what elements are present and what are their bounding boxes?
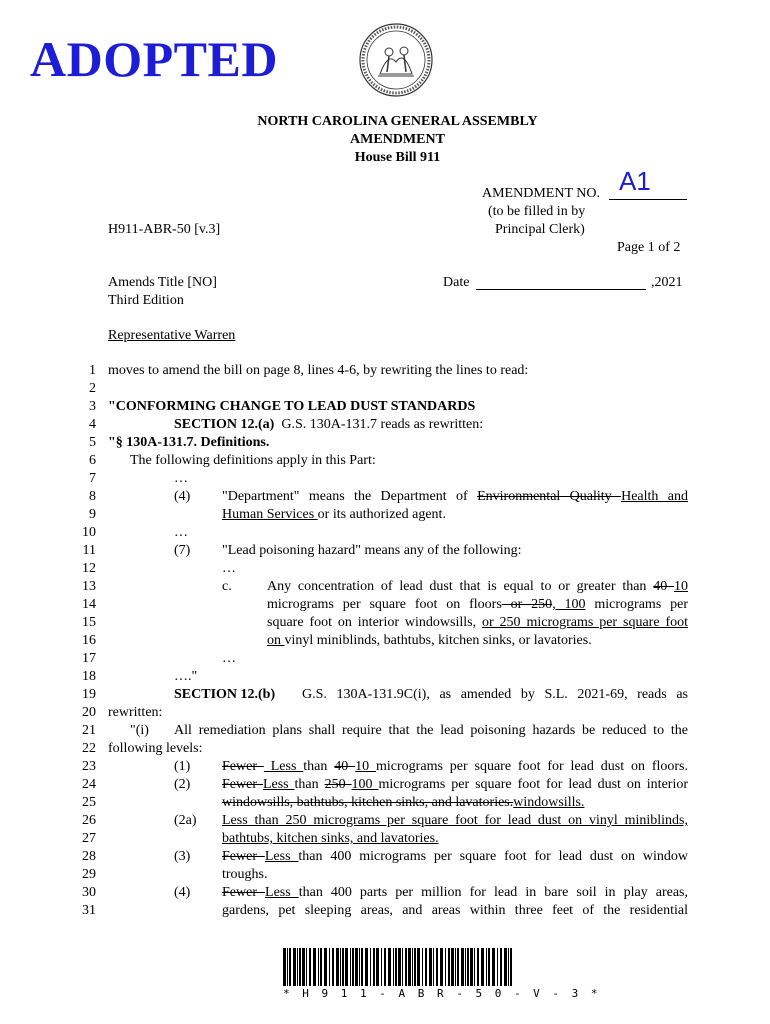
date-underline	[476, 289, 646, 290]
ellipsis-17: …	[222, 651, 236, 666]
edition: Third Edition	[108, 293, 184, 308]
line-number: 7	[89, 471, 96, 486]
amends-title: Amends Title [NO]	[108, 275, 217, 290]
body-line-14: micrograms per square foot on floors or 250, 100 micrograms per	[267, 597, 689, 612]
level-number-2: (2)	[174, 777, 191, 792]
body-line-11: "Lead poisoning hazard" means any of the following:	[222, 543, 522, 558]
sponsor: Representative Warren	[108, 328, 236, 343]
body-line-20: rewritten:	[108, 705, 163, 720]
section-12b-label: SECTION 12.(b)	[174, 687, 276, 702]
document-type: AMENDMENT	[350, 132, 445, 147]
line-number: 31	[82, 903, 96, 918]
level-number-3: (3)	[174, 849, 191, 864]
ellipsis-12: …	[222, 561, 236, 576]
line-number: 8	[89, 489, 96, 504]
item-number-4: (4)	[174, 489, 191, 504]
bill-code: H911-ABR-50 [v.3]	[108, 222, 221, 237]
line-number: 25	[82, 795, 96, 810]
line-number: 18	[82, 669, 96, 684]
line-number: 13	[82, 579, 96, 594]
line-number: 17	[82, 651, 96, 666]
body-line-30: Fewer Less than 400 parts per million for lead in bare soil in play areas,	[222, 885, 688, 900]
line-number: 1	[89, 363, 96, 378]
line-number: 27	[82, 831, 96, 846]
body-line-29: troughs.	[222, 867, 268, 882]
amendment-no-label: AMENDMENT NO.	[482, 186, 600, 201]
state-seal-icon	[358, 22, 434, 103]
section-heading: "CONFORMING CHANGE TO LEAD DUST STANDARDS	[108, 399, 476, 414]
body-line-8: "Department" means the Department of Environmental Quality Health and	[222, 489, 688, 504]
level-number-2a: (2a)	[174, 813, 197, 828]
amendment-no-value: A1	[619, 166, 651, 196]
barcode-text: * H 9 1 1 - A B R - 5 0 - V - 3 *	[283, 987, 601, 1000]
line-number: 4	[89, 417, 96, 432]
page-number: Page 1 of 2	[617, 240, 681, 255]
line-number: 14	[82, 597, 96, 612]
line-number: 23	[82, 759, 96, 774]
line-number: 30	[82, 885, 96, 900]
ellipsis-10: …	[174, 525, 188, 540]
assembly-title: NORTH CAROLINA GENERAL ASSEMBLY	[257, 114, 538, 129]
line-number: 6	[89, 453, 96, 468]
item-number-7: (7)	[174, 543, 191, 558]
line-number: 16	[82, 633, 96, 648]
line-number: 24	[82, 777, 96, 792]
body-line-27: bathtubs, kitchen sinks, and lavatories.	[222, 831, 439, 846]
line-number: 26	[82, 813, 96, 828]
body-line-19: G.S. 130A-131.9C(i), as amended by S.L. 2021-69, reads as	[302, 687, 688, 702]
body-line-13: Any concentration of lead dust that is equal to or greater than 40 10	[267, 579, 689, 594]
adopted-stamp: ADOPTED	[30, 31, 278, 87]
level-number-4: (4)	[174, 885, 191, 900]
date-year: ,2021	[651, 275, 683, 290]
fill-note-2: Principal Clerk)	[495, 222, 585, 237]
item-label-i: "(i)	[130, 723, 149, 738]
body-line-23: Fewer Less than 40 10 micrograms per square foot for lead dust on floors.	[222, 759, 688, 774]
body-line-6: The following definitions apply in this Part:	[130, 453, 376, 468]
bill-number: House Bill 911	[354, 150, 441, 165]
fill-note-1: (to be filled in by	[488, 204, 586, 219]
body-line-15: square foot on interior windowsills, or 250 micrograms per square foot	[267, 615, 688, 630]
body-line-31: gardens, pet sleeping areas, and areas within three feet of the residential	[222, 903, 688, 918]
body-line-9: Human Services or its authorized agent.	[222, 507, 446, 522]
body-line-4: SECTION 12.(a) G.S. 130A-131.7 reads as rewritten:	[174, 417, 484, 432]
ellipsis-7: …	[174, 471, 188, 486]
line-number: 19	[82, 687, 96, 702]
line-number: 9	[89, 507, 96, 522]
line-number: 28	[82, 849, 96, 864]
line-number: 11	[82, 543, 96, 558]
date-label: Date	[443, 275, 470, 290]
level-number-1: (1)	[174, 759, 191, 774]
body-line-16: on vinyl miniblinds, bathtubs, kitchen sinks, or lavatories.	[267, 633, 592, 648]
body-line-26: Less than 250 micrograms per square foot for lead dust on vinyl miniblinds,	[222, 813, 688, 828]
item-letter-c: c.	[222, 579, 232, 594]
statute-heading: "§ 130A-131.7. Definitions.	[108, 435, 270, 450]
body-line-21: All remediation plans shall require that the lead poisoning hazards be reduced to the	[174, 723, 688, 738]
line-number: 12	[82, 561, 96, 576]
body-line-24: Fewer Less than 250 100 micrograms per square foot for lead dust on interior	[222, 777, 688, 792]
line-number: 21	[82, 723, 96, 738]
line-number: 20	[82, 705, 96, 720]
body-line-25: windowsills, bathtubs, kitchen sinks, and lavatories.windowsills.	[222, 795, 585, 810]
line-number: 3	[89, 399, 96, 414]
line-number: 10	[82, 525, 96, 540]
line-number: 2	[89, 381, 96, 396]
line-number: 22	[82, 741, 96, 756]
body-line-18: …."	[174, 669, 198, 684]
body-line-22: following levels:	[108, 741, 203, 756]
body-line-1: moves to amend the bill on page 8, lines 4-6, by rewriting the lines to read:	[108, 363, 529, 378]
line-number: 15	[82, 615, 96, 630]
line-number: 29	[82, 867, 96, 882]
line-number: 5	[89, 435, 96, 450]
amendment-no-underline	[609, 199, 687, 200]
barcode	[283, 948, 513, 991]
body-line-28: Fewer Less than 400 micrograms per square foot for lead dust on window	[222, 849, 688, 864]
